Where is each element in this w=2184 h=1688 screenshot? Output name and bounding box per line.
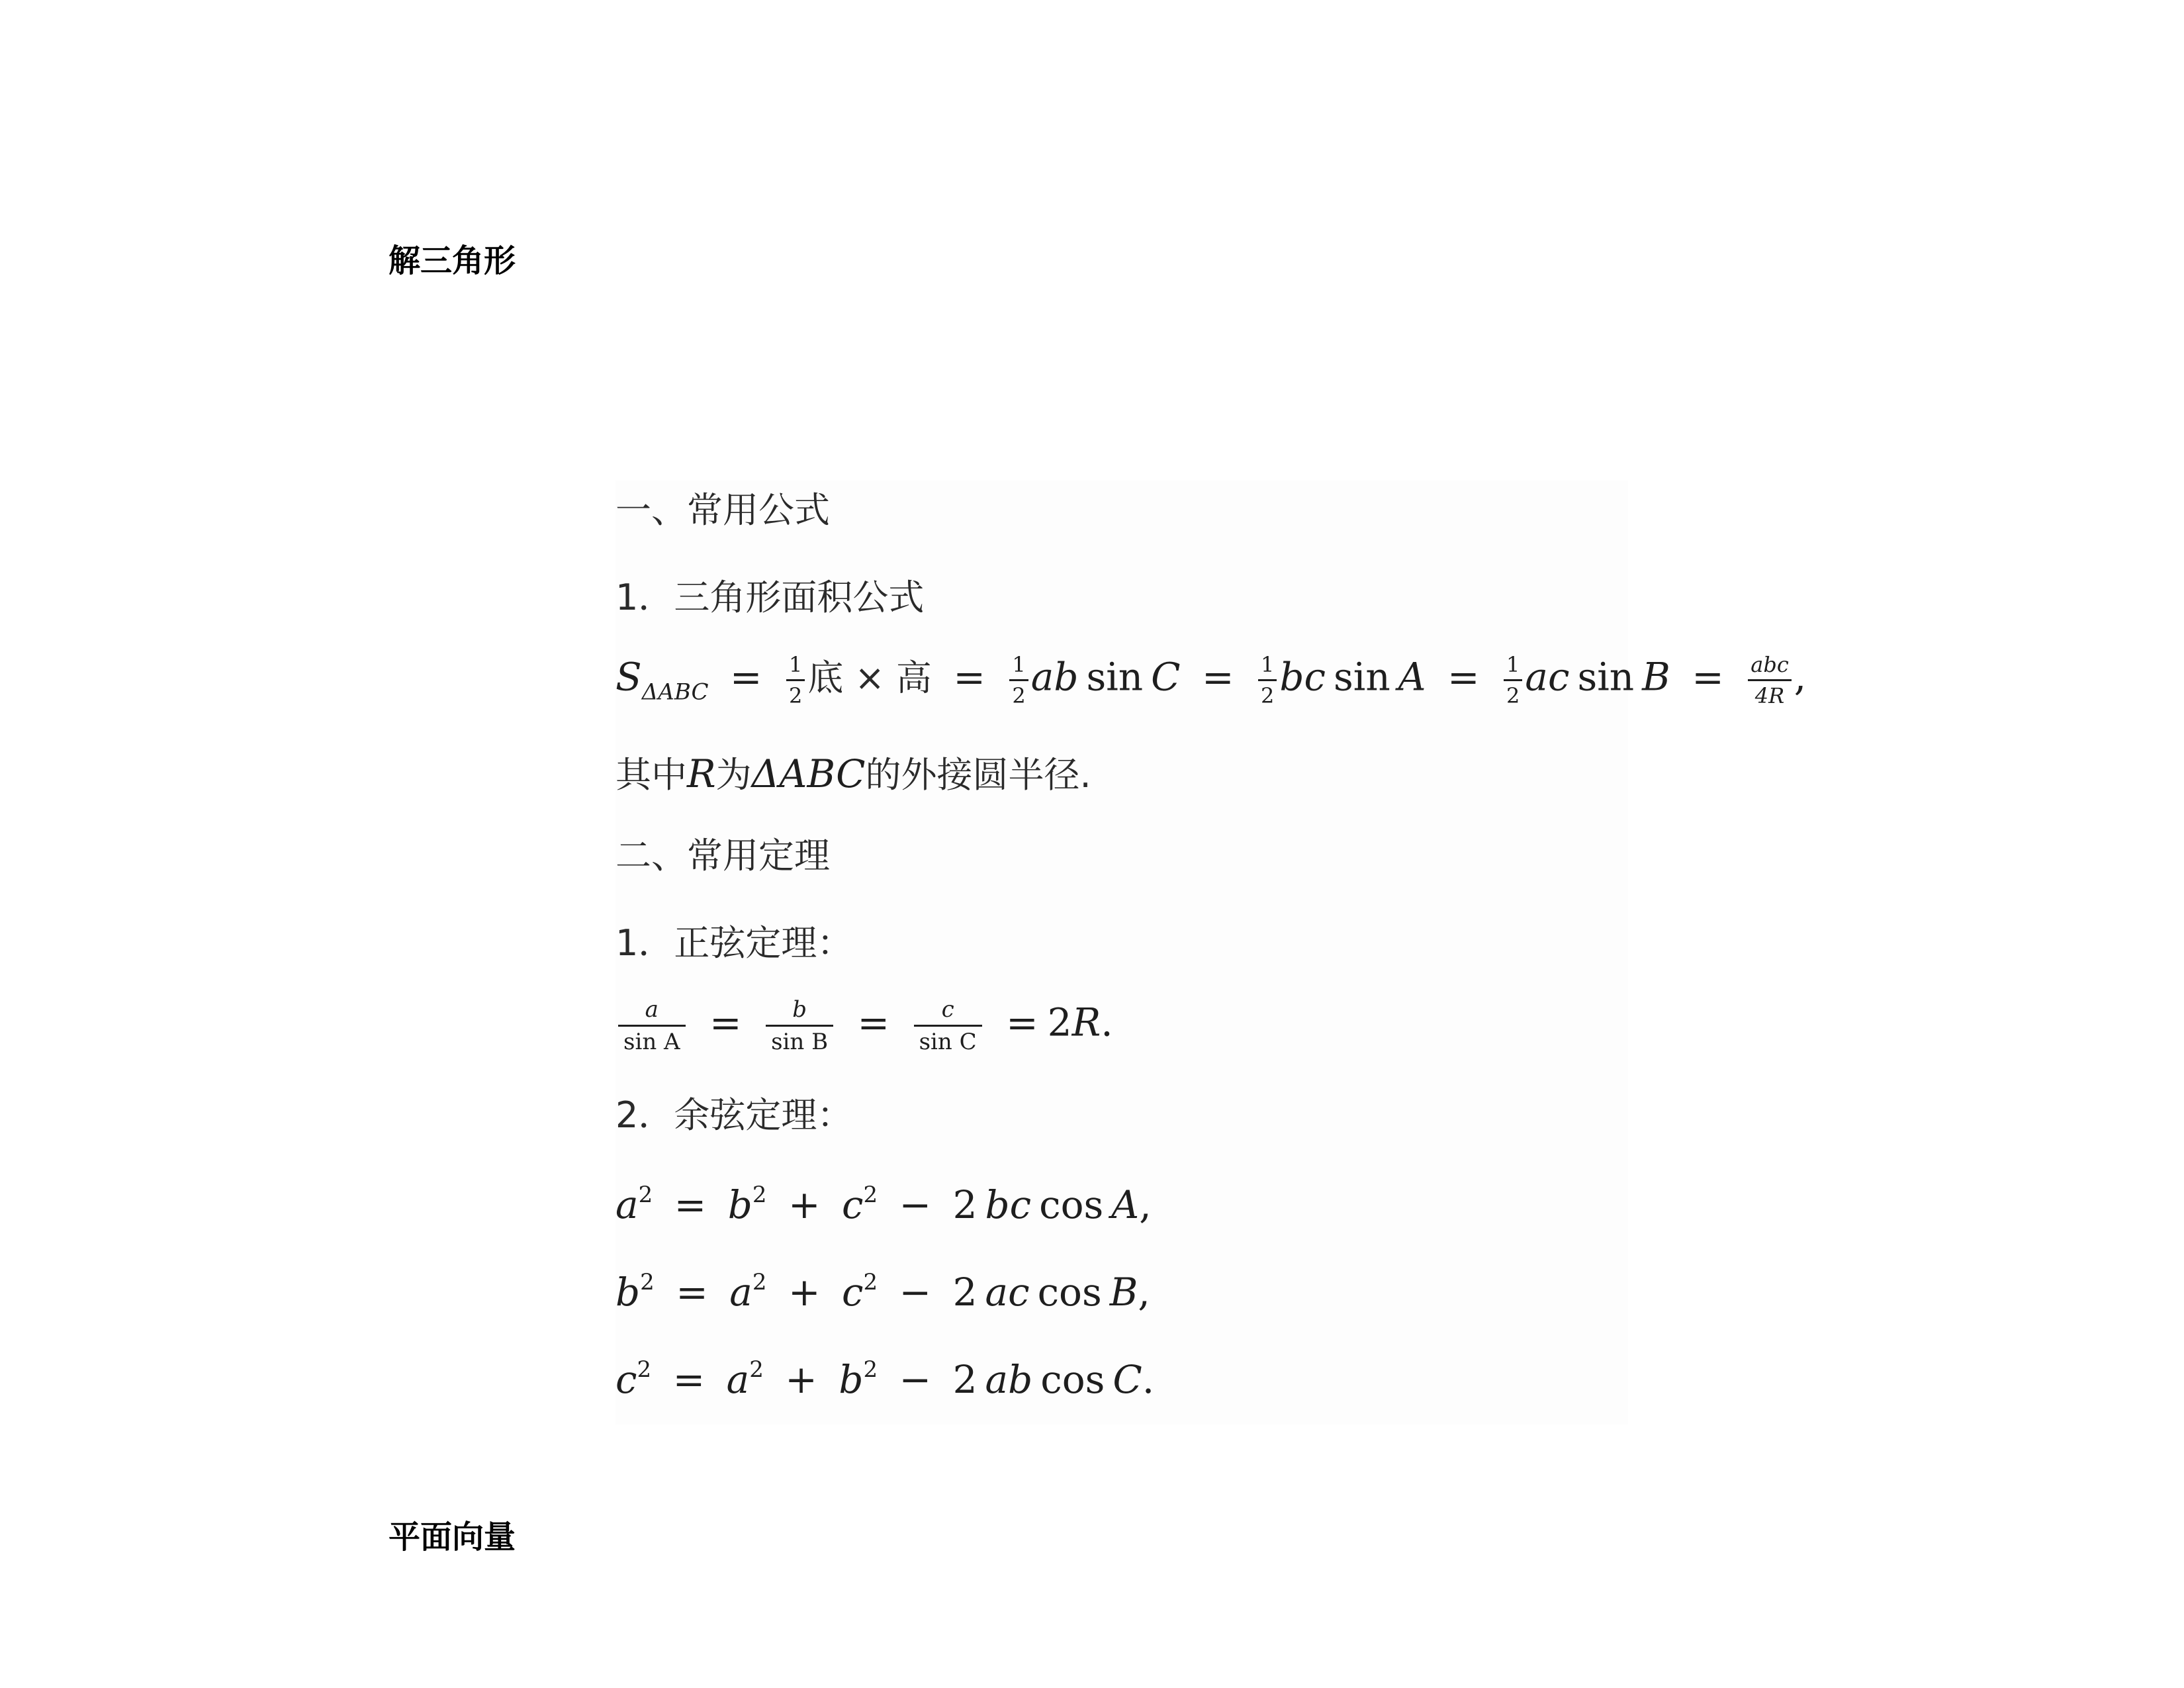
cosine-law-b: $b^2 = a^2 + c^2 - 2$ ac cos B, — [615, 1269, 1150, 1315]
cosine-law-a: $a^2 = b^2 + c^2 - 2$ bc cos A, — [615, 1182, 1152, 1227]
fraction-half: $\frac{1}{2}$ — [1504, 654, 1522, 706]
fraction-half: $\frac{1}{2}$ — [786, 654, 805, 706]
fraction-b-sinB: $\frac{b}{\text{sin B}}$ — [766, 998, 833, 1053]
section2-title: 二、常用定理 — [615, 835, 830, 876]
cosine-law-title: 2．余弦定理： — [615, 1094, 853, 1136]
fraction-c-sinC: $\frac{c}{\text{sin C}}$ — [914, 998, 982, 1053]
sine-law: $\frac{a}{\text{sin A}}$ = $\frac{b}{\text{sin B}}$ = $\frac{c}{\text{sin C}}$ = 2R. — [615, 998, 1113, 1053]
heading-triangle: 解三角形 — [388, 242, 516, 279]
fraction-a-sinA: $\frac{a}{\text{sin A}}$ — [618, 998, 686, 1053]
sine-law-title: 1．正弦定理： — [615, 922, 853, 964]
fraction-half: $\frac{1}{2}$ — [1258, 654, 1277, 706]
cosine-law-c: $c^2 = a^2 + b^2 - 2$ ab cos C. — [615, 1356, 1155, 1402]
fraction-abc-4r: $\frac{\text{abc}}{4R}$ — [1748, 654, 1791, 706]
area-formula: $S_{\Delta ABC}$ = $\frac{1}{2}$ 底 × 高 = $\frac{1}{2}$ ab sin C = $\frac{1}{2}$ bc sin A = $\frac{1}{2}$ ac sin B = $\frac{\text{abc}}{4R}$ , — [615, 652, 1807, 708]
circumradius-note: 其中R为ΔABC的外接圆半径. — [615, 751, 1091, 796]
section1-title: 一、常用公式 — [615, 489, 830, 531]
formula-image — [615, 481, 1807, 1425]
heading-vector: 平面向量 — [388, 1519, 516, 1556]
fraction-half: $\frac{1}{2}$ — [1009, 654, 1028, 706]
area-formula-title: 1．三角形面积公式 — [615, 577, 925, 618]
